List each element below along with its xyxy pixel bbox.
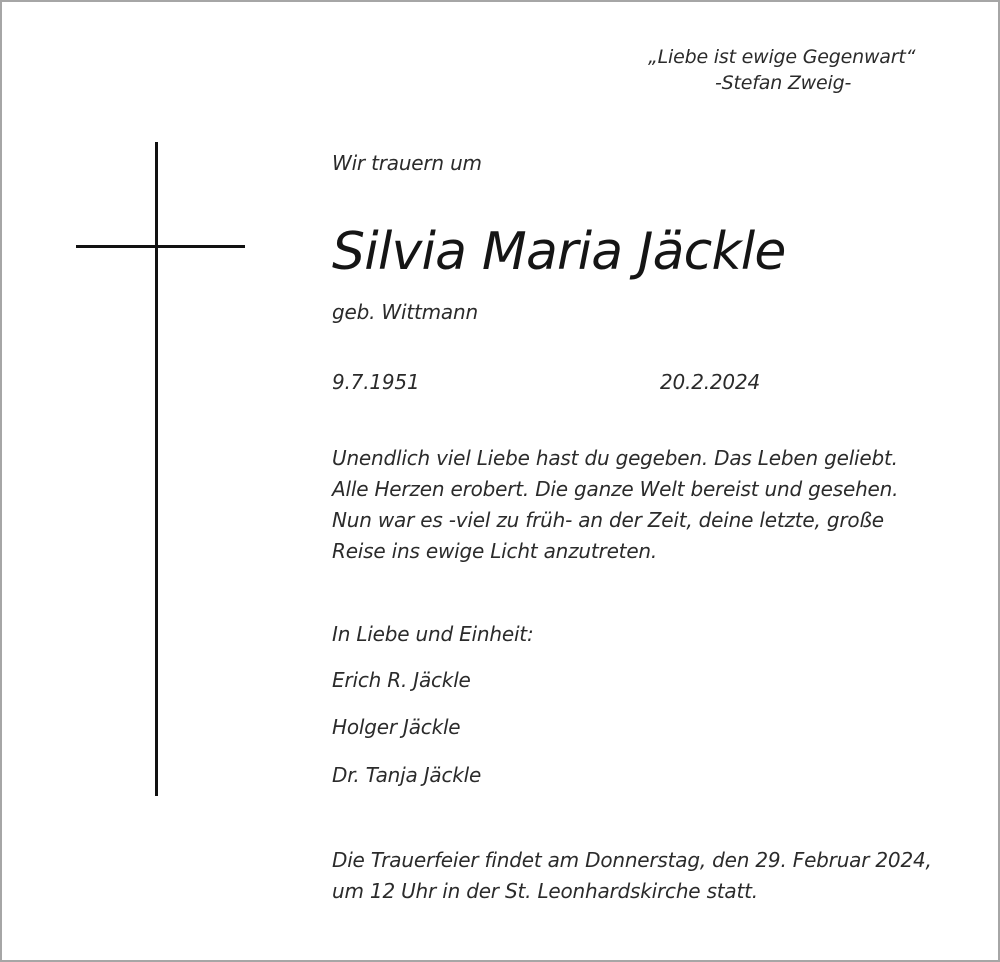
poem-line: Nun war es -viel zu früh- an der Zeit, deine letzte, große bbox=[332, 508, 884, 532]
funeral-service-info bbox=[332, 845, 932, 907]
mourners-heading: In Liebe und Einheit: bbox=[332, 622, 534, 646]
death-date: 20.2.2024 bbox=[660, 370, 760, 394]
deceased-name: Silvia Maria Jäckle bbox=[332, 222, 786, 282]
birth-date: 9.7.1951 bbox=[332, 370, 420, 394]
service-line: um 12 Uhr in der St. Leonhardskirche statt. bbox=[332, 879, 758, 903]
maiden-name: geb. Wittmann bbox=[332, 300, 478, 324]
service-line: Die Trauerfeier findet am Donnerstag, den 29. Februar 2024, bbox=[332, 848, 932, 872]
poem-line: Reise ins ewige Licht anzutreten. bbox=[332, 539, 658, 563]
poem-line: Unendlich viel Liebe hast du gegeben. Das Leben geliebt. bbox=[332, 446, 898, 470]
mourner-name: Erich R. Jäckle bbox=[332, 668, 471, 692]
cross-vertical-bar bbox=[155, 142, 158, 796]
poem-line: Alle Herzen erobert. Die ganze Welt bereist und gesehen. bbox=[332, 477, 899, 501]
intro-text: Wir trauern um bbox=[332, 151, 482, 175]
quote-author: -Stefan Zweig- bbox=[715, 72, 852, 94]
cross-horizontal-bar bbox=[76, 245, 245, 248]
quote-text: „Liebe ist ewige Gegenwart“ bbox=[648, 46, 916, 68]
mourner-name: Holger Jäckle bbox=[332, 715, 461, 739]
memorial-poem bbox=[332, 443, 898, 567]
mourner-name: Dr. Tanja Jäckle bbox=[332, 763, 482, 787]
